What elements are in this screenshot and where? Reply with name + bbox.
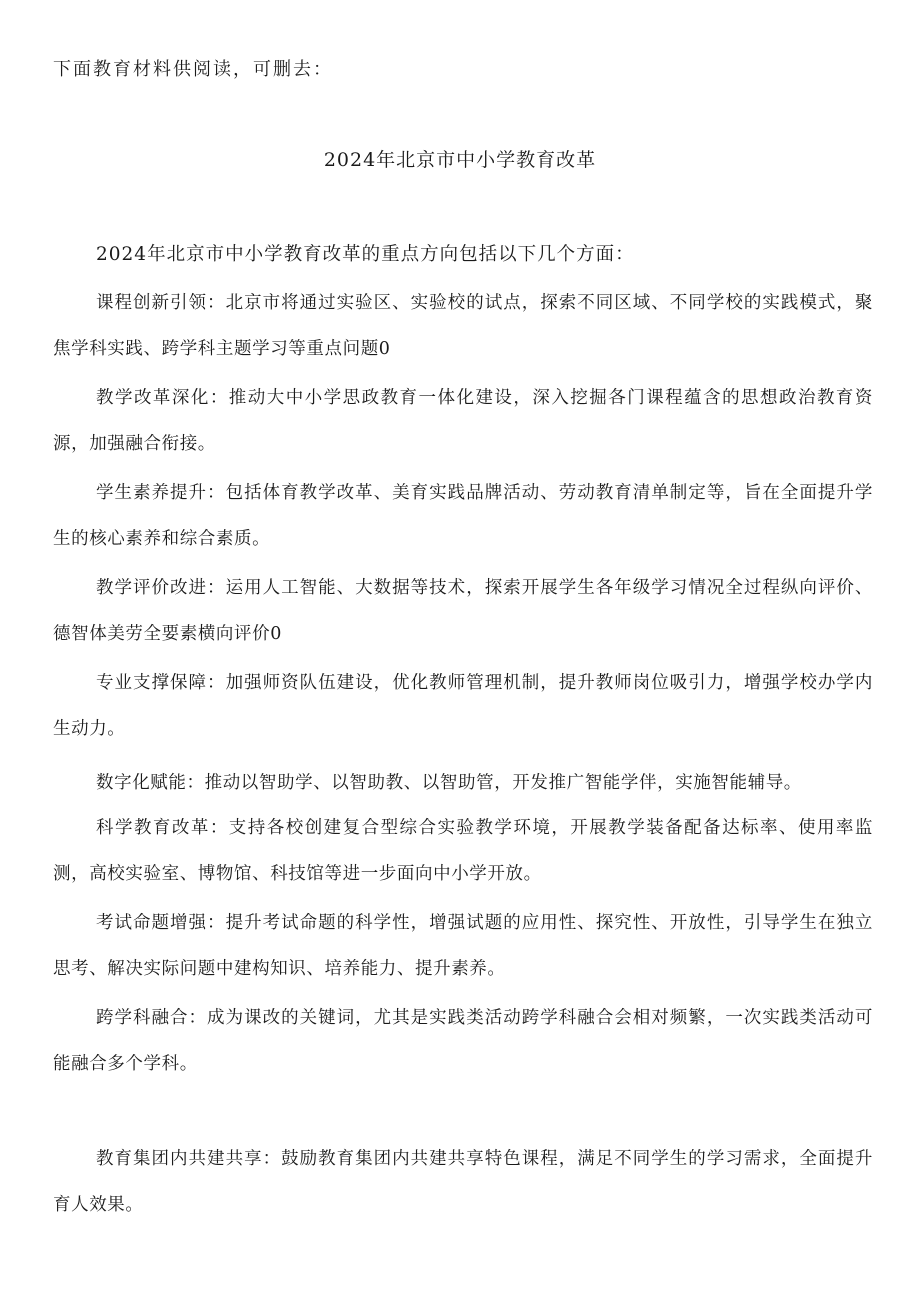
paragraph-evaluation-improvement: 教学评价改进：运用人工智能、大数据等技术，探索开展学生各年级学习情况全过程纵向评价、德智体美劳全要素横向评价0 <box>53 578 873 644</box>
document-title: 2024年北京市中小学教育改革 <box>323 149 597 171</box>
paragraph-interdisciplinary: 跨学科融合：成为课改的关键词，尤其是实践类活动跨学科融合会相对频繁，一次实践类活动可能融合多个学科。 <box>53 1008 873 1074</box>
paragraph-digital-empowerment: 数字化赋能：推动以智助学、以智助教、以智助管，开发推广智能学伴，实施智能辅导。 <box>96 773 802 793</box>
intro-paragraph: 2024年北京市中小学教育改革的重点方向包括以下几个方面： <box>96 244 635 265</box>
paragraph-student-literacy: 学生素养提升：包括体育教学改革、美育实践品牌活动、劳动教育清单制定等，旨在全面提升学生的核心素养和综合素质。 <box>53 483 873 549</box>
paragraph-exam-design: 考试命题增强：提升考试命题的科学性，增强试题的应用性、探究性、开放性，引导学生在独立思考、解决实际问题中建构知识、培养能力、提升素养。 <box>53 913 873 979</box>
paragraph-education-group: 教育集团内共建共享：鼓励教育集团内共建共享特色课程，满足不同学生的学习需求，全面提升育人效果。 <box>53 1149 873 1215</box>
paragraph-teaching-reform: 教学改革深化：推动大中小学思政教育一体化建设，深入挖掘各门课程蕴含的思想政治教育资源，加强融合衔接。 <box>53 388 873 454</box>
paragraph-professional-support: 专业支撑保障：加强师资队伍建设，优化教师管理机制，提升教师岗位吸引力，增强学校办学内生动力。 <box>53 673 873 739</box>
deletable-note: 下面教育材料供阅读，可删去： <box>53 59 333 80</box>
paragraph-curriculum-innovation: 课程创新引领：北京市将通过实验区、实验校的试点，探索不同区域、不同学校的实践模式，聚焦学科实践、跨学科主题学习等重点问题0 <box>53 293 873 359</box>
paragraph-science-education: 科学教育改革：支持各校创建复合型综合实验教学环境，开展教学装备配备达标率、使用率监测，高校实验室、博物馆、科技馆等进一步面向中小学开放。 <box>53 818 873 884</box>
